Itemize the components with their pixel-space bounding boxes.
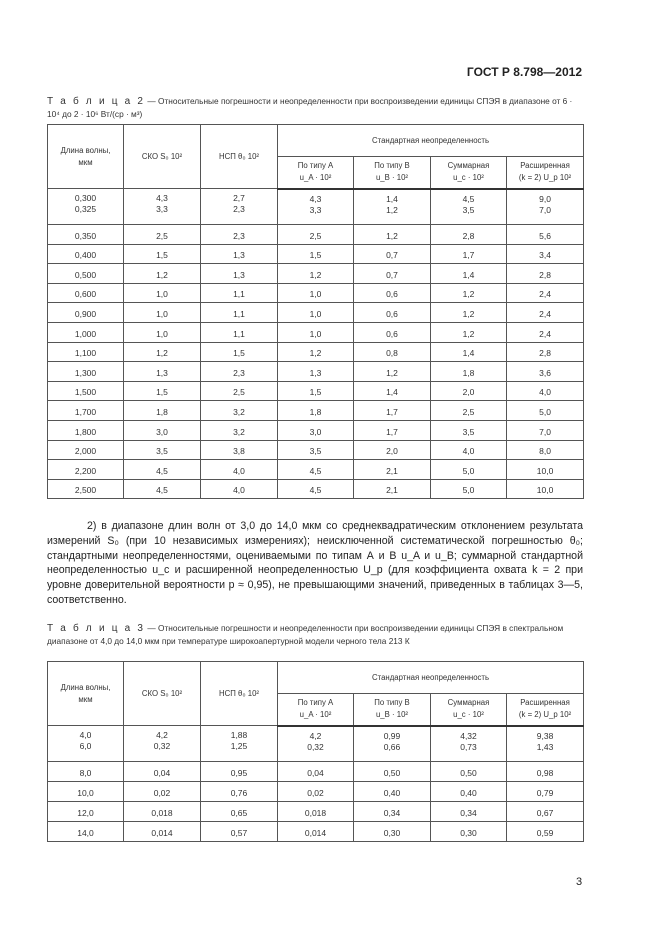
cell-value: 3,3 bbox=[309, 204, 322, 215]
table-row bbox=[48, 420, 584, 440]
cell-value: 0,32 bbox=[153, 741, 171, 751]
table-cell: 0,04 bbox=[124, 762, 201, 782]
table-cell: 1,8 bbox=[278, 401, 354, 421]
table-cell: 1,500 bbox=[48, 381, 124, 401]
cell-value: 4,3 bbox=[156, 193, 168, 203]
header-wavelength: Длина волны, мкм bbox=[48, 662, 124, 726]
table-cell: 1,2 bbox=[431, 303, 507, 323]
table-cell: 2,5 bbox=[124, 225, 201, 245]
table-cell: 14,0 bbox=[48, 822, 124, 842]
table-cell: 4,5 bbox=[278, 479, 354, 499]
table-cell: 1,4 bbox=[431, 264, 507, 284]
table-cell: 2,3 bbox=[201, 362, 278, 382]
header-total-symbol: u_c · 10² bbox=[453, 173, 484, 183]
cell-value: 1,88 bbox=[230, 730, 248, 740]
table-cell: 1,000 bbox=[48, 322, 124, 342]
table-cell: 1,3 bbox=[201, 244, 278, 264]
header-type-a-label: По типу А bbox=[297, 161, 334, 171]
table-cell: 0,30 bbox=[354, 822, 431, 842]
table-cell: 2,200 bbox=[48, 460, 124, 480]
table-cell: 4,0 bbox=[431, 440, 507, 460]
table-cell: 0,67 bbox=[507, 802, 584, 822]
table-cell: 1,8 bbox=[124, 401, 201, 421]
table-cell: 0,50 bbox=[431, 762, 507, 782]
table-cell: 2,4 bbox=[507, 303, 584, 323]
table-cell: 4,5 bbox=[124, 479, 201, 499]
table-cell: 0,34 bbox=[431, 802, 507, 822]
document-id: ГОСТ Р 8.798—2012 bbox=[466, 65, 582, 79]
table-cell: 0,50 bbox=[354, 762, 431, 782]
table-cell: 0,57 bbox=[201, 822, 278, 842]
header-type-a bbox=[278, 694, 354, 726]
header-expanded-label: Расширенная bbox=[520, 698, 570, 708]
table-row bbox=[48, 381, 584, 401]
cell-value: 2,3 bbox=[233, 204, 245, 214]
table-row bbox=[48, 264, 584, 284]
table-row bbox=[48, 802, 584, 822]
table-2 bbox=[47, 124, 584, 499]
header-expanded-symbol: (k = 2) U_p 10² bbox=[518, 173, 572, 183]
table-cell: 4,0 bbox=[507, 381, 584, 401]
cell-value: 4,3 bbox=[309, 193, 322, 204]
table-cell bbox=[124, 189, 201, 225]
table-cell: 0,900 bbox=[48, 303, 124, 323]
cell-value: 4,5 bbox=[462, 193, 475, 204]
table-row bbox=[48, 342, 584, 362]
table-cell: 2,8 bbox=[507, 342, 584, 362]
table-cell: 2,5 bbox=[201, 381, 278, 401]
table-cell: 7,0 bbox=[507, 420, 584, 440]
table-cell: 1,7 bbox=[431, 244, 507, 264]
table-row bbox=[48, 782, 584, 802]
table-row bbox=[48, 726, 584, 762]
table-cell: 1,700 bbox=[48, 401, 124, 421]
table-cell: 3,8 bbox=[201, 440, 278, 460]
table-cell: 1,2 bbox=[124, 264, 201, 284]
table-cell: 0,40 bbox=[431, 782, 507, 802]
table-cell: 8,0 bbox=[507, 440, 584, 460]
header-std-uncertainty: Стандартная неопределенность bbox=[278, 662, 584, 694]
header-std-uncertainty: Стандартная неопределенность bbox=[278, 125, 584, 157]
header-total-symbol: u_c · 10² bbox=[453, 710, 484, 720]
cell-value: 1,43 bbox=[536, 741, 554, 752]
table-cell: 2,4 bbox=[507, 283, 584, 303]
table-row bbox=[48, 283, 584, 303]
table-cell: 1,800 bbox=[48, 420, 124, 440]
table-3 bbox=[47, 661, 584, 842]
header-total bbox=[431, 157, 507, 189]
table2-label: Т а б л и ц а 2 bbox=[47, 96, 146, 107]
table-cell bbox=[48, 726, 124, 762]
table-cell: 1,1 bbox=[201, 303, 278, 323]
table-cell: 0,6 bbox=[354, 283, 431, 303]
table-cell: 4,5 bbox=[124, 460, 201, 480]
table-cell: 0,65 bbox=[201, 802, 278, 822]
table-cell: 5,0 bbox=[507, 401, 584, 421]
table-cell: 4,5 bbox=[278, 460, 354, 480]
table-cell: 1,300 bbox=[48, 362, 124, 382]
table-cell bbox=[354, 726, 431, 762]
table-cell: 1,3 bbox=[278, 362, 354, 382]
header-type-b-symbol: u_B · 10² bbox=[375, 710, 409, 720]
table3-caption bbox=[47, 622, 583, 648]
cell-value: 4,2 bbox=[156, 730, 168, 740]
header-type-b-symbol: u_B · 10² bbox=[375, 173, 409, 183]
table3-caption-text: — Относительные погрешности и неопределенности при воспроизведении единицы СПЭЯ в спектральном диапазоне от 4,0 до 14,0 мкм при температуре широкоапертурной модели черного тела 213 К bbox=[47, 623, 564, 646]
table-cell: 1,5 bbox=[278, 244, 354, 264]
table-cell: 10,0 bbox=[507, 460, 584, 480]
table-row bbox=[48, 244, 584, 264]
cell-value: 0,66 bbox=[383, 741, 401, 752]
header-wavelength: Длина волны, мкм bbox=[48, 125, 124, 189]
table-cell: 1,7 bbox=[354, 420, 431, 440]
table-cell: 3,2 bbox=[201, 401, 278, 421]
page-number: 3 bbox=[576, 876, 583, 888]
table-cell: 0,018 bbox=[124, 802, 201, 822]
table-cell: 0,014 bbox=[278, 822, 354, 842]
table-cell: 1,7 bbox=[354, 401, 431, 421]
table-cell: 3,5 bbox=[124, 440, 201, 460]
table-cell bbox=[431, 189, 507, 225]
table-cell: 0,04 bbox=[278, 762, 354, 782]
table-cell bbox=[201, 726, 278, 762]
table-cell: 1,4 bbox=[431, 342, 507, 362]
table-cell bbox=[278, 726, 354, 762]
table-cell: 1,100 bbox=[48, 342, 124, 362]
table-cell: 3,0 bbox=[124, 420, 201, 440]
table-cell bbox=[354, 189, 431, 225]
table-cell bbox=[48, 189, 124, 225]
cell-value: 6,0 bbox=[79, 741, 92, 751]
table-cell: 1,0 bbox=[278, 283, 354, 303]
table-cell: 0,400 bbox=[48, 244, 124, 264]
table-row bbox=[48, 401, 584, 421]
header-type-b bbox=[354, 157, 431, 189]
cell-value: 4,0 bbox=[79, 730, 92, 740]
table-cell: 5,0 bbox=[431, 460, 507, 480]
table-cell: 8,0 bbox=[48, 762, 124, 782]
header-type-b-label: По типу В bbox=[374, 698, 410, 708]
table-cell: 1,2 bbox=[431, 283, 507, 303]
table-cell: 5,6 bbox=[507, 225, 584, 245]
header-total-label: Суммарная bbox=[447, 161, 490, 171]
table-cell: 2,1 bbox=[354, 460, 431, 480]
cell-value: 4,32 bbox=[460, 730, 477, 741]
table-cell: 1,3 bbox=[201, 264, 278, 284]
table-cell: 0,34 bbox=[354, 802, 431, 822]
table-row bbox=[48, 460, 584, 480]
table-cell: 2,1 bbox=[354, 479, 431, 499]
table-cell: 4,0 bbox=[201, 479, 278, 499]
table-cell: 0,40 bbox=[354, 782, 431, 802]
header-expanded bbox=[507, 694, 584, 726]
table-cell: 2,0 bbox=[354, 440, 431, 460]
cell-value: 0,73 bbox=[460, 741, 477, 752]
table-cell bbox=[124, 726, 201, 762]
header-type-a-label: По типу А bbox=[297, 698, 334, 708]
table-cell: 0,014 bbox=[124, 822, 201, 842]
header-expanded bbox=[507, 157, 584, 189]
header-type-a bbox=[278, 157, 354, 189]
header-type-b bbox=[354, 694, 431, 726]
table-cell: 4,0 bbox=[201, 460, 278, 480]
table-cell: 2,5 bbox=[431, 401, 507, 421]
table-cell: 10,0 bbox=[507, 479, 584, 499]
table-cell: 1,2 bbox=[354, 362, 431, 382]
table-cell bbox=[278, 189, 354, 225]
table-cell: 1,8 bbox=[431, 362, 507, 382]
header-expanded-symbol: (k = 2) U_p 10² bbox=[518, 710, 572, 720]
table-cell: 0,6 bbox=[354, 303, 431, 323]
table-cell: 1,5 bbox=[201, 342, 278, 362]
table-cell bbox=[507, 726, 584, 762]
table-cell: 1,1 bbox=[201, 322, 278, 342]
table-cell: 1,0 bbox=[124, 283, 201, 303]
table-cell: 0,98 bbox=[507, 762, 584, 782]
header-sko: СКО S₀ 10² bbox=[124, 662, 201, 726]
table-cell: 1,4 bbox=[354, 381, 431, 401]
table-cell: 12,0 bbox=[48, 802, 124, 822]
cell-value: 3,3 bbox=[156, 204, 168, 214]
table-cell: 1,5 bbox=[124, 381, 201, 401]
cell-value: 0,325 bbox=[74, 204, 97, 214]
table-cell: 10,0 bbox=[48, 782, 124, 802]
header-total bbox=[431, 694, 507, 726]
table-cell: 2,0 bbox=[431, 381, 507, 401]
table-cell: 1,2 bbox=[124, 342, 201, 362]
table-cell: 0,79 bbox=[507, 782, 584, 802]
paragraph-item-2: 2) в диапазоне длин волн от 3,0 до 14,0 мкм со среднеквадратическим отклонением результата измерений S₀ (при 10 независимых измерениях); неисключенной систематической погрешностью θ₀; стандартными неопределенностями, оцениваемыми по типам А и В u_A и u_B; суммарной стандартной неопределенностью u_c и расширенной неопределенностью U_p (для коэффициента охвата k = 2 при уровне доверительной вероятности p ≈ 0,95), не превышающими значений, приведенных в таблицах 3—5, соответственно. bbox=[47, 520, 583, 606]
table-cell: 1,2 bbox=[278, 264, 354, 284]
table3-label: Т а б л и ц а 3 bbox=[47, 623, 146, 634]
cell-value: 1,4 bbox=[386, 193, 398, 204]
table-row bbox=[48, 822, 584, 842]
header-nsp: НСП θ₀ 10² bbox=[201, 662, 278, 726]
cell-value: 0,300 bbox=[74, 193, 97, 203]
table-cell: 0,59 bbox=[507, 822, 584, 842]
cell-value: 4,2 bbox=[309, 730, 322, 741]
table-cell: 0,02 bbox=[278, 782, 354, 802]
table-cell: 1,0 bbox=[124, 303, 201, 323]
table-cell: 0,76 bbox=[201, 782, 278, 802]
table-cell bbox=[431, 726, 507, 762]
table-cell: 2,500 bbox=[48, 479, 124, 499]
cell-value: 1,2 bbox=[386, 204, 398, 215]
cell-value: 7,0 bbox=[539, 204, 551, 215]
table2-caption-text: — Относительные погрешности и неопределенности при воспроизведении единицы СПЭЯ в диапазоне от 6 · 10⁴ до 2 · 10⁶ Вт/(ср · м³) bbox=[47, 96, 573, 119]
table-cell: 2,000 bbox=[48, 440, 124, 460]
table-cell: 3,5 bbox=[278, 440, 354, 460]
table-cell: 1,0 bbox=[278, 303, 354, 323]
table-row bbox=[48, 303, 584, 323]
header-sko: СКО S₀ 10² bbox=[124, 125, 201, 189]
table-cell: 2,4 bbox=[507, 322, 584, 342]
table-row bbox=[48, 440, 584, 460]
table-cell: 0,018 bbox=[278, 802, 354, 822]
cell-value: 0,99 bbox=[383, 730, 401, 741]
cell-value: 3,5 bbox=[462, 204, 475, 215]
table-row bbox=[48, 189, 584, 225]
table2-caption bbox=[47, 95, 583, 121]
table-cell: 2,8 bbox=[507, 264, 584, 284]
table-row bbox=[48, 479, 584, 499]
table-cell: 1,0 bbox=[124, 322, 201, 342]
table-row bbox=[48, 322, 584, 342]
table-cell bbox=[507, 189, 584, 225]
header-type-a-symbol: u_A · 10² bbox=[299, 173, 332, 183]
table-cell: 1,5 bbox=[124, 244, 201, 264]
table-cell: 3,6 bbox=[507, 362, 584, 382]
header-type-b-label: По типу В bbox=[374, 161, 410, 171]
header-nsp: НСП θ₀ 10² bbox=[201, 125, 278, 189]
cell-value: 0,32 bbox=[307, 741, 324, 752]
table-cell: 3,2 bbox=[201, 420, 278, 440]
table-cell: 0,02 bbox=[124, 782, 201, 802]
table-cell: 1,3 bbox=[124, 362, 201, 382]
table-cell: 3,0 bbox=[278, 420, 354, 440]
header-expanded-label: Расширенная bbox=[520, 161, 570, 171]
table-cell: 0,6 bbox=[354, 322, 431, 342]
table-cell: 3,4 bbox=[507, 244, 584, 264]
table-cell: 1,2 bbox=[431, 322, 507, 342]
table-cell: 3,5 bbox=[431, 420, 507, 440]
table-cell: 0,7 bbox=[354, 244, 431, 264]
table-row bbox=[48, 362, 584, 382]
cell-value: 9,0 bbox=[539, 193, 551, 204]
table-cell: 0,8 bbox=[354, 342, 431, 362]
table-row bbox=[48, 762, 584, 782]
cell-value: 1,25 bbox=[230, 741, 248, 751]
table-cell: 0,30 bbox=[431, 822, 507, 842]
table-cell: 1,2 bbox=[354, 225, 431, 245]
table-cell: 1,5 bbox=[278, 381, 354, 401]
table-cell: 1,0 bbox=[278, 322, 354, 342]
cell-value: 2,7 bbox=[233, 193, 245, 203]
table-cell: 0,600 bbox=[48, 283, 124, 303]
cell-value: 9,38 bbox=[536, 730, 554, 741]
table-cell: 2,8 bbox=[431, 225, 507, 245]
table-cell: 2,3 bbox=[201, 225, 278, 245]
table-cell: 1,2 bbox=[278, 342, 354, 362]
table-cell bbox=[201, 189, 278, 225]
table-cell: 0,7 bbox=[354, 264, 431, 284]
table-cell: 5,0 bbox=[431, 479, 507, 499]
header-type-a-symbol: u_A · 10² bbox=[299, 710, 332, 720]
table-cell: 0,95 bbox=[201, 762, 278, 782]
table-cell: 1,1 bbox=[201, 283, 278, 303]
table-cell: 2,5 bbox=[278, 225, 354, 245]
table-row bbox=[48, 225, 584, 245]
table-cell: 0,500 bbox=[48, 264, 124, 284]
header-total-label: Суммарная bbox=[447, 698, 490, 708]
table-cell: 0,350 bbox=[48, 225, 124, 245]
